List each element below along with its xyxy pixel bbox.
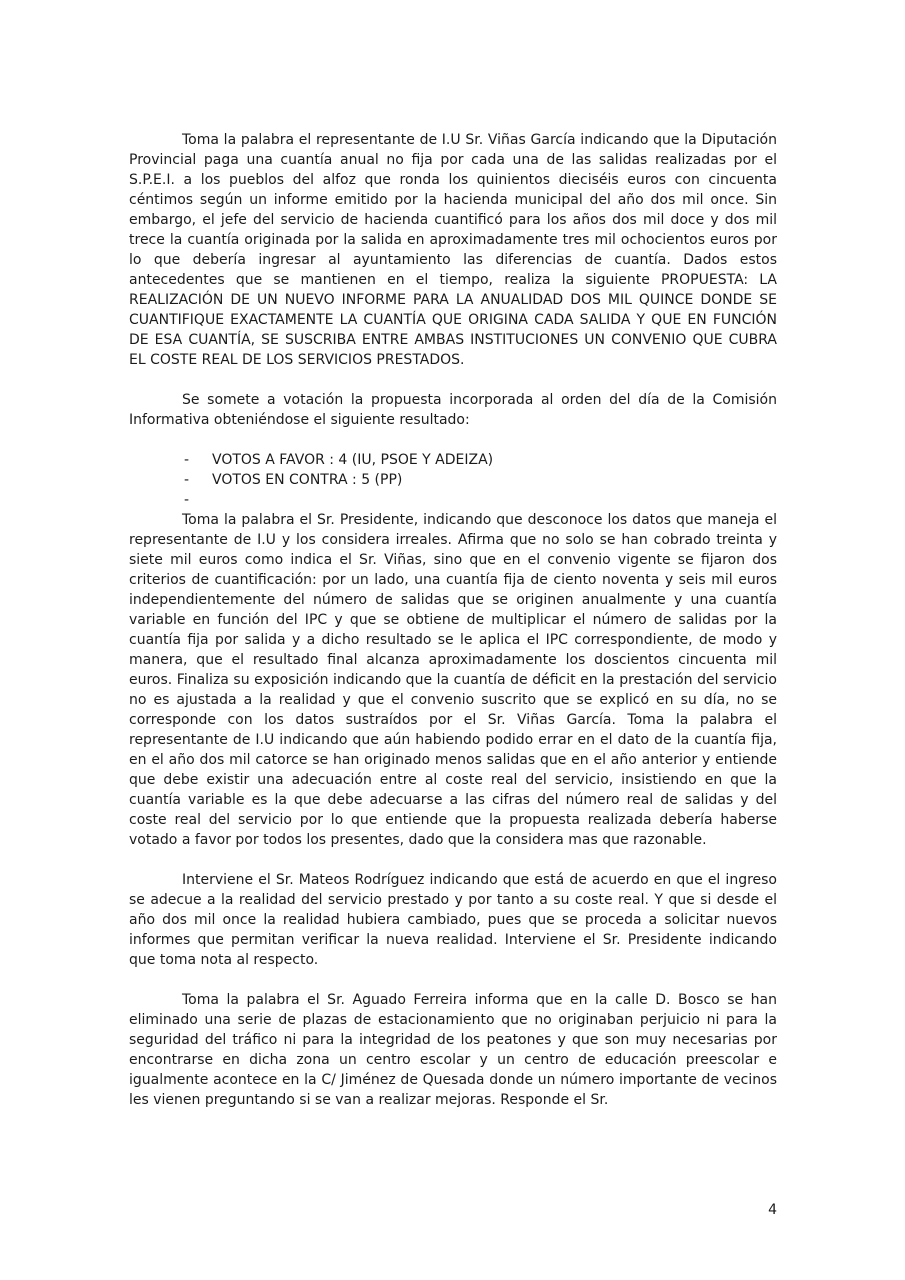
list-item-votes-favor [129, 450, 777, 470]
page-number: 4 [768, 1202, 777, 1218]
list-bullet: - [184, 452, 190, 468]
paragraph-vinas-garcia-proposal: Toma la palabra el representante de I.U Sr. Viñas García indicando que la Diputación Provincial paga una cuantía anual no fija por cada una de las salidas realizadas por el S.P.E.I. a los pueblos del alfoz que ronda los quinientos dieciséis euros con cincuenta céntimos según un informe emitido por la hacienda municipal del año dos mil once. Sin embargo, el jefe del servicio de hacienda cuantificó para los años dos mil doce y dos mil trece la cuantía originada por la salida en aproximadamente tres mil ochocientos euros por lo que debería ingresar al ayuntamiento las diferencias de cuantía. Dados estos antecedentes que se mantienen en el tiempo, realiza la siguiente PROPUESTA: LA REALIZACIÓN DE UN NUEVO INFORME PARA LA ANUALIDAD DOS MIL QUINCE DONDE SE CUANTIFIQUE EXACTAMENTE LA CUANTÍA QUE ORIGINA CADA SALIDA Y QUE EN FUNCIÓN DE ESA CUANTÍA, SE SUSCRIBA ENTRE AMBAS INSTITUCIONES UN CONVENIO QUE CUBRA EL COSTE REAL DE LOS SERVICIOS PRESTADOS. [129, 132, 777, 368]
document-body [129, 130, 777, 1110]
list-item-votes-contra [129, 470, 777, 490]
paragraph-mateos-rodriguez: Interviene el Sr. Mateos Rodríguez indicando que está de acuerdo en que el ingreso se adecue a la realidad del servicio prestado y por tanto a su coste real. Y que si desde el año dos mil once la realidad hubiera cambiado, pues que se proceda a solicitar nuevos informes que permitan verificar la nueva realidad. Interviene el Sr. Presidente indicando que toma nota al respecto. [129, 872, 777, 968]
empty-item-text [212, 490, 777, 510]
list-bullet: - [184, 492, 190, 508]
vote-results-list [129, 450, 777, 510]
paragraph-aguado-ferreira: Toma la palabra el Sr. Aguado Ferreira informa que en la calle D. Bosco se han eliminado una serie de plazas de estacionamiento que no originaban perjuicio ni para la seguridad del tráfico ni para la integridad de los peatones y que son muy necesarias por encontrarse en dicha zona un centro escolar y un centro de educación preescolar e igualmente acontece en la C/ Jiménez de Quesada donde un número importante de vecinos les vienen preguntando si se van a realizar mejoras. Responde el Sr. [129, 992, 777, 1108]
list-bullet: - [184, 472, 190, 488]
votes-contra-text: VOTOS EN CONTRA : 5 (PP) [212, 472, 403, 488]
paragraph-presidente-reply: Toma la palabra el Sr. Presidente, indicando que desconoce los datos que maneja el representante de I.U y los considera irreales. Afirma que no solo se han cobrado treinta y siete mil euros como indica el Sr. Viñas, sino que en el convenio vigente se fijaron dos criterios de cuantificación: por un lado, una cuantía fija de ciento noventa y seis mil euros independientemente del número de salidas que se originen anualmente y una cuantía variable en función del IPC y que se obtiene de multiplicar el número de salidas por la cuantía fija por salida y a dicho resultado se le aplica el IPC correspondiente, de modo y manera, que el resultado final alcanza aproximadamente los doscientos cincuenta mil euros. Finaliza su exposición indicando que la cuantía de déficit en la prestación del servicio no es ajustada a la realidad y que el convenio suscrito que se explicó en su día, no se corresponde con los datos sustraídos por el Sr. Viñas García. Toma la palabra el representante de I.U indicando que aún habiendo podido errar en el dato de la cuantía fija, en el año dos mil catorce se han originado menos salidas que en el año anterior y entiende que debe existir una adecuación entre al coste real del servicio, insistiendo en que la cuantía variable es la que debe adecuarse a las cifras del número real de salidas y del coste real del servicio por lo que entiende que la propuesta realizada debería haberse votado a favor por todos los presentes, dado que la considera mas que razonable. [129, 512, 777, 848]
paragraph-vote-intro: Se somete a votación la propuesta incorporada al orden del día de la Comisión Informativa obteniéndose el siguiente resultado: [129, 392, 777, 428]
votes-favor-text: VOTOS A FAVOR : 4 (IU, PSOE Y ADEIZA) [212, 452, 494, 468]
list-item-empty [129, 490, 777, 510]
